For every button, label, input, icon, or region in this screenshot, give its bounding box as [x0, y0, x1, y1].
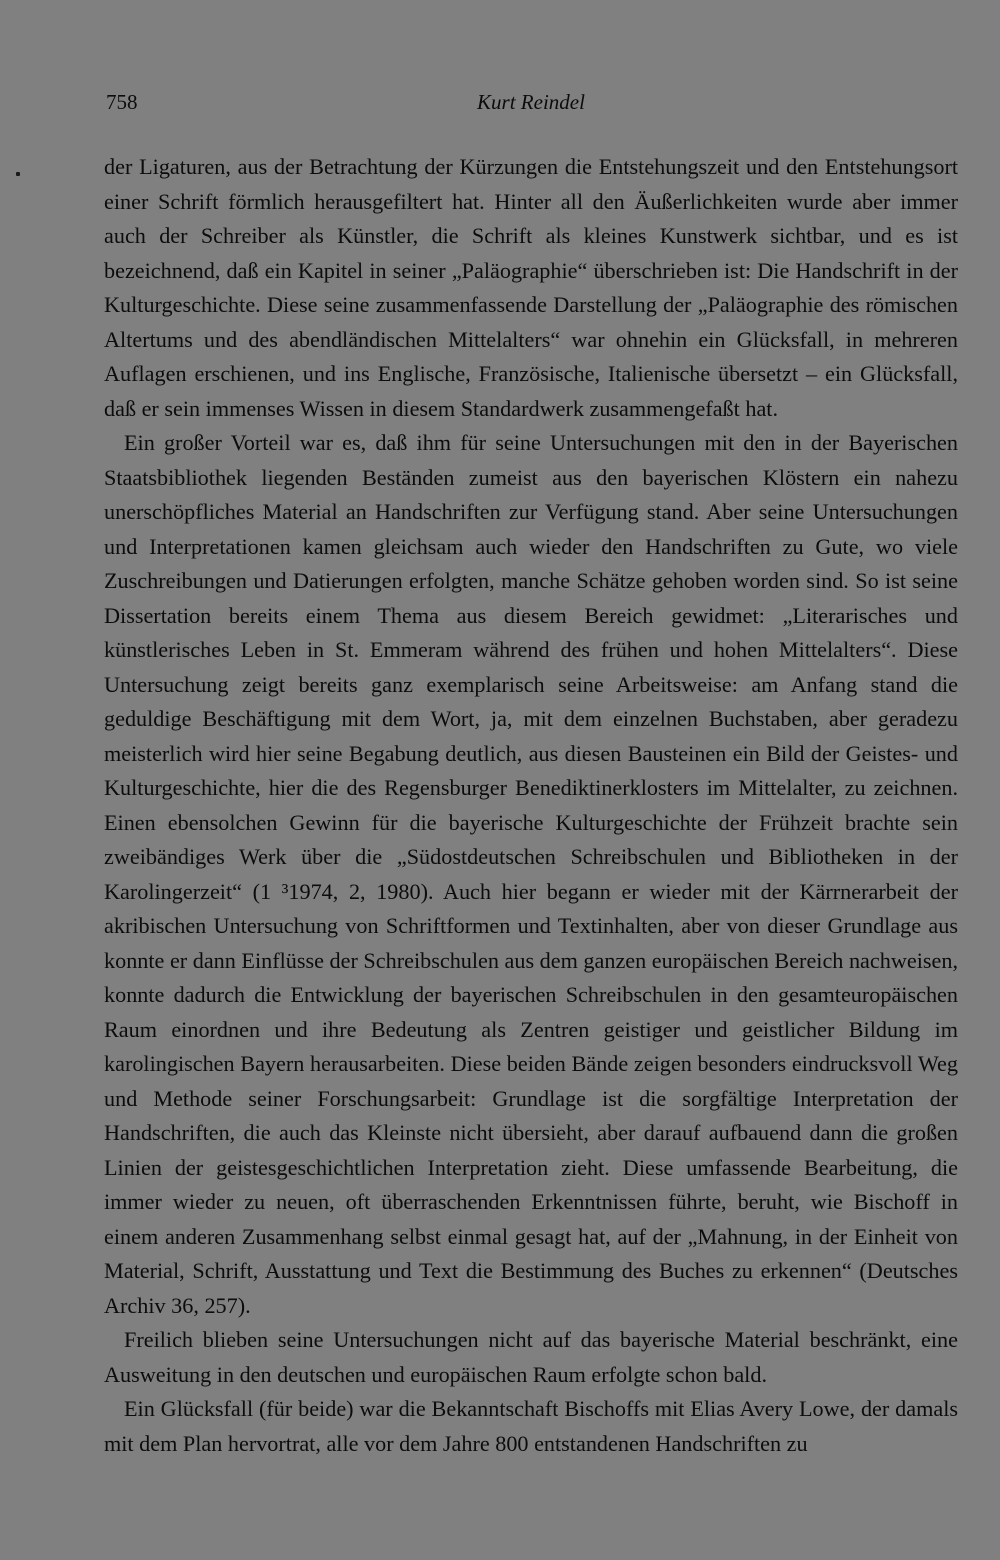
- page-number: 758: [106, 90, 138, 114]
- running-header: [106, 90, 956, 120]
- running-title: Kurt Reindel: [477, 90, 585, 114]
- body-text: [104, 150, 958, 1461]
- paragraph-continued: der Ligaturen, aus der Betrachtung der Kürzungen die Entstehungszeit und den Entstehungsort einer Schrift förmlich herausgefiltert hat. Hinter all den Äußerlichkeiten wurde aber immer auch der Schreiber als Künstler, die Schrift als kleines Kunstwerk sichtbar, und es ist bezeichnend, daß ein Kapitel in seiner „Paläographie“ überschrieben ist: Die Handschrift in der Kulturgeschichte. Diese seine zusammenfassende Darstellung der „Paläographie des römischen Altertums und des abendländischen Mittelalters“ war ohnehin ein Glücksfall, in mehreren Auflagen erschienen, und ins Englische, Französische, Italienische übersetzt – ein Glücksfall, daß er sein immenses Wissen in diesem Standardwerk zusammengefaßt hat.: [104, 154, 958, 421]
- paragraph: Ein Glücksfall (für beide) war die Bekanntschaft Bischoffs mit Elias Avery Lowe, der damals mit dem Plan hervortrat, alle vor dem Jahre 800 entstandenen Handschriften zu: [104, 1396, 958, 1456]
- scan-speck: [16, 172, 20, 176]
- paragraph: Ein großer Vorteil war es, daß ihm für seine Untersuchungen mit den in der Bayerischen Staatsbibliothek liegenden Beständen zumeist aus den bayerischen Klöstern ein nahezu unerschöpfliches Material an Handschriften zur Verfügung stand. Aber seine Untersuchungen und Interpretationen kamen gleichsam auch wieder den Handschriften zu Gute, wo viele Zuschreibungen und Datierungen erfolgten, manche Schätze gehoben worden sind. So ist seine Dissertation bereits einem Thema aus diesem Bereich gewidmet: „Literarisches und künstlerisches Leben in St. Emmeram während des frühen und hohen Mittelalters“. Diese Untersuchung zeigt bereits ganz exemplarisch seine Arbeitsweise: am Anfang stand die geduldige Beschäftigung mit dem Wort, ja, mit dem einzelnen Buchstaben, aber geradezu meisterlich wird hier seine Begabung deutlich, aus diesen Bausteinen ein Bild der Geistes- und Kulturgeschichte, hier die des Regensburger Benediktinerklosters im Mittelalter, zu zeichnen. Einen ebensolchen Gewinn für die bayerische Kulturgeschichte der Frühzeit brachte sein zweibändiges Werk über die „Südostdeutschen Schreibschulen und Bibliotheken in der Karolingerzeit“ (1 ³1974, 2, 1980). Auch hier begann er wieder mit der Kärrnerarbeit der akribischen Untersuchung von Schriftformen und Textinhalten, aber von dieser Grundlage aus konnte er dann Einflüsse der Schreibschulen aus dem ganzen europäischen Bereich nachweisen, konnte dadurch die Entwicklung der bayerischen Schreibschulen in den gesamteuropäischen Raum einordnen und ihre Bedeutung als Zentren geistiger und geistlicher Bildung im karolingischen Bayern herausarbeiten. Diese beiden Bände zeigen besonders eindrucksvoll Weg und Methode seiner Forschungsarbeit: Grundlage ist die sorgfältige Interpretation der Handschriften, die auch das Kleinste nicht übersieht, aber darauf aufbauend dann die großen Linien der geistesgeschichtlichen Interpretation zieht. Diese umfassende Bearbeitung, die immer wieder zu neuen, oft überraschenden Erkenntnissen führte, beruht, wie Bischoff in einem anderen Zusammenhang selbst einmal gesagt hat, auf der „Mahnung, in der Einheit von Material, Schrift, Ausstattung und Text die Bestimmung des Buches zu erkennen“ (Deutsches Archiv 36, 257).: [104, 430, 958, 1318]
- paragraph: Freilich blieben seine Untersuchungen nicht auf das bayerische Material beschränkt, eine Ausweitung in den deutschen und europäischen Raum erfolgte schon bald.: [104, 1327, 958, 1387]
